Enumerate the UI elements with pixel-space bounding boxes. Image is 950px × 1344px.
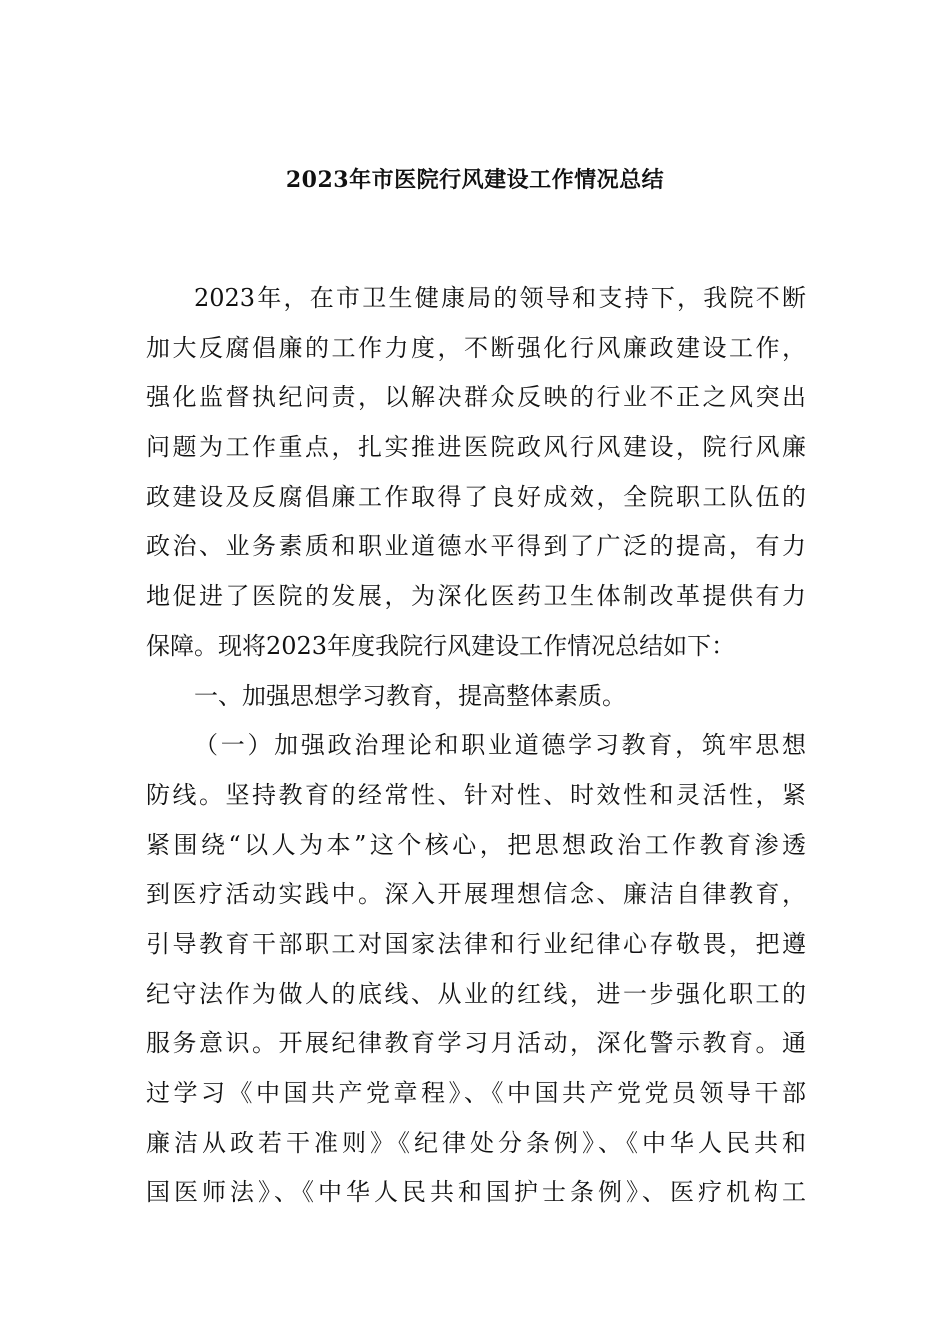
body-line-4: 问题为工作重点，扎实推进医院政风行风建设，院行风廉 [146,433,806,462]
body-line-6: 政治、业务素质和职业道德水平得到了广泛的提高，有力 [146,532,806,561]
body-line-18: 廉洁从政若干准则》《纪律处分条例》、《中华人民共和 [146,1128,806,1157]
body-line-5: 政建设及反腐倡廉工作取得了良好成效，全院职工队伍的 [146,482,806,511]
body-line-1: 2023年，在市卫生健康局的领导和支持下，我院不断 [194,284,806,312]
body-line-11: 防线。坚持教育的经常性、针对性、时效性和灵活性，紧 [146,780,806,809]
body-line-15: 纪守法作为做人的底线、从业的红线，进一步强化职工的 [146,979,806,1008]
subsection-heading-1: （一）加强政治理论和职业道德学习教育，筑牢思想 [194,731,806,760]
body-line-16: 服务意识。开展纪律教育学习月活动，深化警示教育。通 [146,1029,806,1058]
body-line-7: 地促进了医院的发展，为深化医药卫生体制改革提供有力 [146,582,806,611]
body-line-14: 引导教育干部职工对国家法律和行业纪律心存敬畏，把遵 [146,929,806,958]
body-line-3: 强化监督执纪问责，以解决群众反映的行业不正之风突出 [146,383,806,412]
document-body [146,278,806,1222]
body-line-2: 加大反腐倡廉的工作力度，不断强化行风廉政建设工作， [146,333,806,362]
body-line-19: 国医师法》、《中华人民共和国护士条例》、医疗机构工 [146,1178,806,1207]
section-heading-1: 一、加强思想学习教育，提高整体素质。 [194,681,626,710]
body-line-8: 保障。现将2023年度我院行风建设工作情况总结如下： [146,631,736,660]
body-line-13: 到医疗活动实践中。深入开展理想信念、廉洁自律教育， [146,880,806,909]
body-line-12: 紧围绕“以人为本”这个核心，把思想政治工作教育渗透 [146,830,806,859]
body-line-17: 过学习《中国共产党章程》、《中国共产党党员领导干部 [146,1079,806,1107]
document-title: 2023年市医院行风建设工作情况总结 [285,167,665,193]
